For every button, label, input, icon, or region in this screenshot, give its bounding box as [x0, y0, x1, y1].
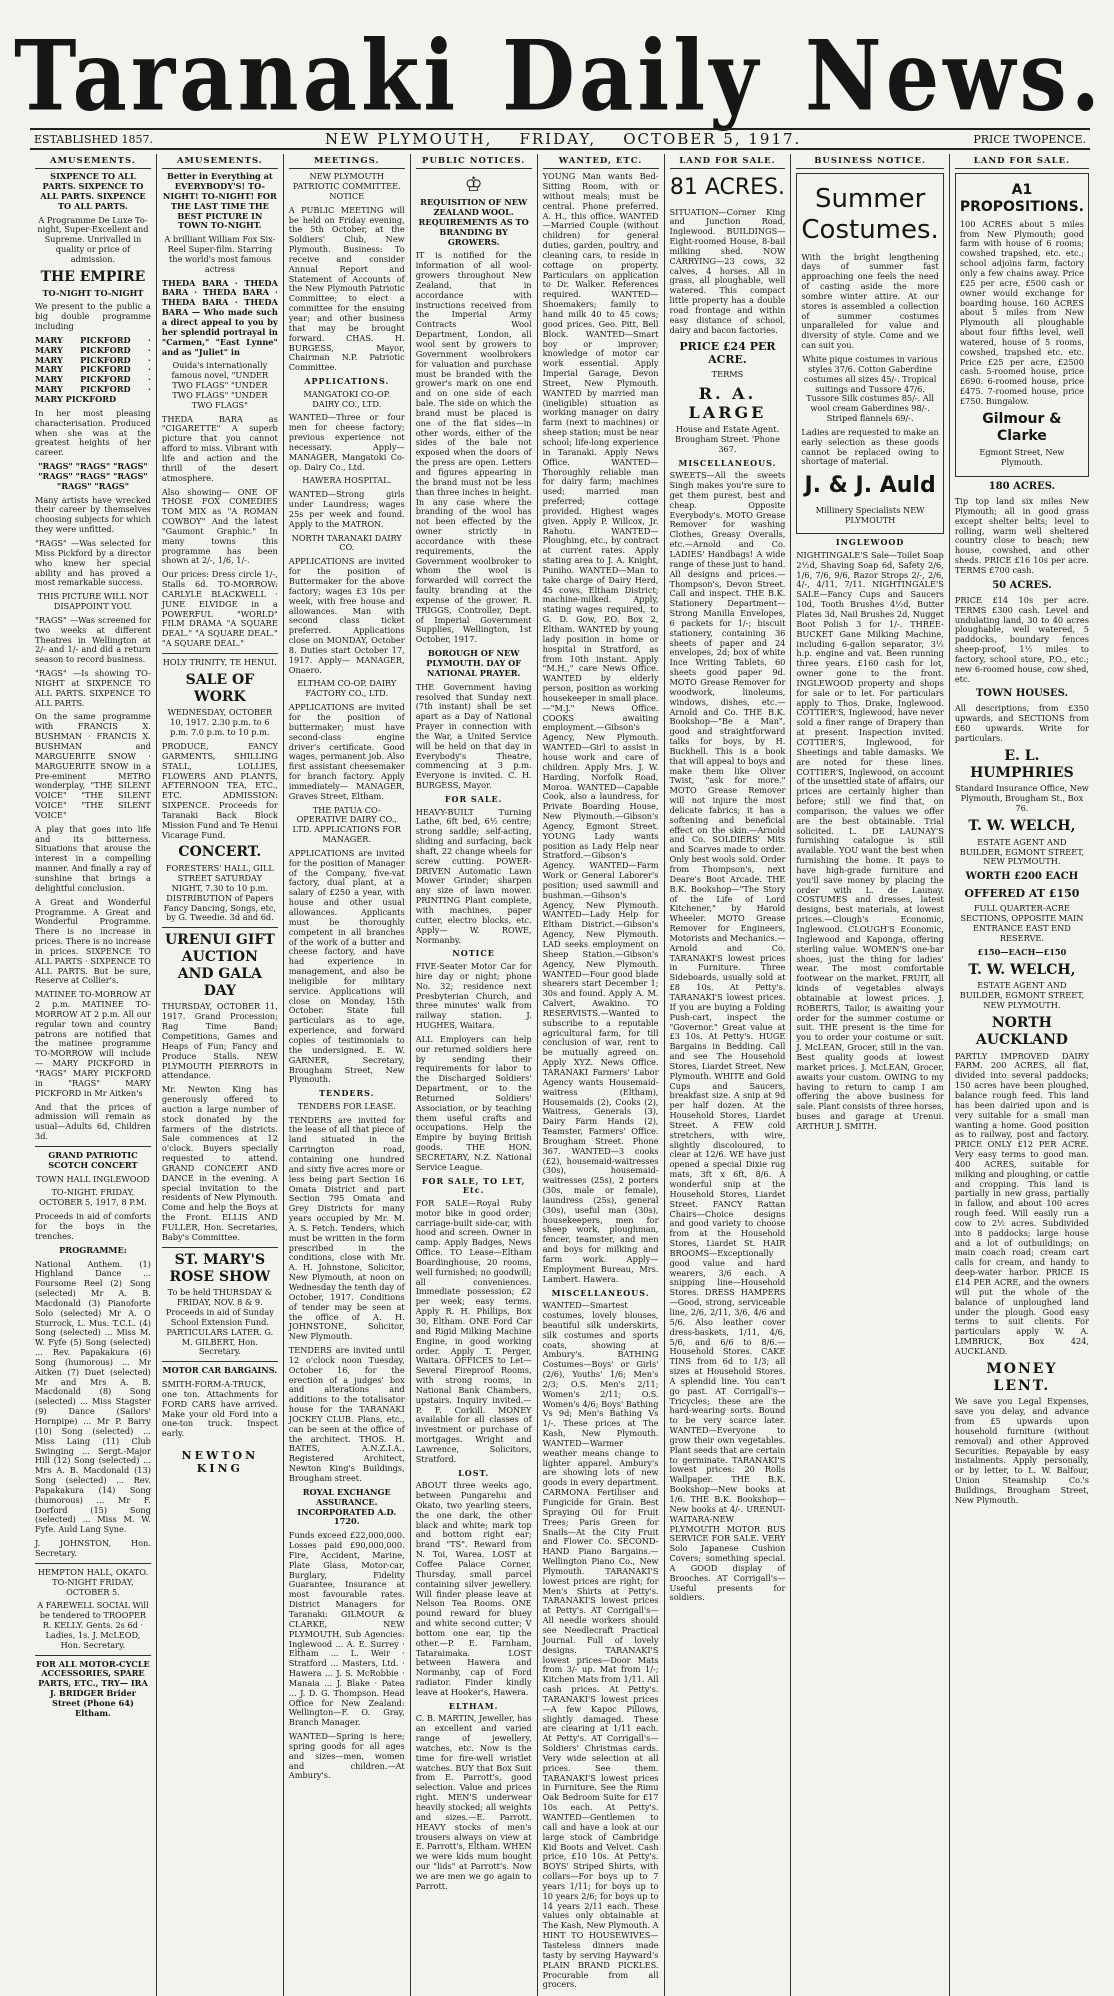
summer-ladies: Ladies are requested to make an early selection as these goods cannot be replaced owing to shortage of material. [801, 426, 939, 467]
forsale-let-heading: FOR SALE, TO LET, Etc. [421, 1175, 526, 1196]
employers-text: ALL Employers can help our returned soldiers here by sending their requirements for labor to the Discharged Soldiers' Department, or to the Returned Soldiers' Association, or by teaching them useful crafts and occupations. Help the Empire by buying British goods. THE HON. SECRETARY, N.Z. National Service League. [415, 1033, 532, 1172]
column-heading: PUBLIC NOTICES. [416, 156, 532, 169]
royal-exchange-heading: ROYAL EXCHANGE ASSURANCE. INCORPORATED A.D. 1720. [297, 1486, 397, 1527]
rose-show-heading: ST. MARY'S ROSE SHOW [169, 1251, 271, 1285]
theda-bara: THEDA BARA · THEDA BARA · THEDA BARA · THEDA BARA · THEDA BARA — Who made such a direct appeal to you by her splendid portrayal in "Carmen," "East Lynne" and as "Juliet" in [161, 277, 278, 357]
concert-hall: TOWN HALL INGLEWOOD [36, 1173, 150, 1184]
summer-title: Summer Costumes. [801, 184, 939, 246]
column-heading: AMUSEMENTS. [162, 156, 278, 169]
hawera-text: WANTED—Strong girls under Laundress; wages 25s per week and found. Apply to the MATRON. [288, 489, 405, 529]
patua-heading: THE PATUA CO-OPERATIVE DAIRY CO., LTD. APPLICATIONS FOR MANAGER. [292, 804, 401, 845]
divider [35, 1563, 151, 1564]
note-3: THIS PICTURE WILL NOT DISAPPOINT YOU. [37, 591, 149, 612]
forsale-heading: FOR SALE. [444, 793, 503, 804]
mangatoki-text: WANTED—Three or four men for cheese factory; previous experience not necessary. Apply— MANAGER, Mangatoki Co-op. Dairy Co., Ltd. [288, 412, 405, 472]
spring-text: WANTED—Spring is here; spring goods for all ages and sizes—men, women and children.—At Ambury's. [288, 1731, 405, 1781]
sale-of-work: SALE OF WORK [185, 671, 255, 705]
masthead-word3: News. [804, 18, 1104, 133]
concert-info: FORESTERS' HALL, GILL STREET SATURDAY NIGHT, 7.30 to 10 p.m. DISTRIBUTION of Papers Fancy Dancing, Songs, etc, by G. Tweedie. 3d and 6d. [163, 863, 277, 923]
trinity-heading: HOLY TRINITY, TE HENUI. [162, 657, 277, 667]
welch-info: ESTATE AGENT AND BUILDER, EGMONT STREET, NEW PLYMOUTH. [959, 836, 1085, 867]
agent-name: R. A. LARGE [688, 383, 767, 422]
note-2: "RAGS" —Was selected for Miss Pickford by a director who knew her special ability and has proved a most remarkable success. [35, 537, 151, 588]
lost-text: ABOUT three weeks ago, between Pungarehu and Okato, two yearling steers, the one dark, the other black and white; mark top and bottom right ear; brand "TS". Reward from N. Toi, Warea. LOST at Coffee Palace Corner, Thursday, small parcel containing silver jewellery. Will finder please leave at Nelson Tea Rooms. ONE pound reward for bluey and white second cutter; V bottom one ear, tip the other.—P. E. Farnham, Tataraimaka. LOST between Hawera and Normanby, cap of Ford radiator. Finder kindly leave at Hooker's, Hawera. [415, 1480, 532, 1697]
wool-title: REQUISITION OF NEW ZEALAND WOOL. REQUIREMENTS AS TO BRANDING BY GROWERS. [418, 197, 529, 247]
column-heading: AMUSEMENTS. [35, 156, 151, 169]
concert-when: TO-NIGHT. FRIDAY, OCTOBER 5, 1917, 8 P.M. [39, 1187, 147, 1208]
motor-info: SMITH-FORM-A-TRUCK, one ton. Attachments for FORD CARS have arrived. Make your old Ford into a one-ton truck. Inspect early. [161, 1379, 278, 1439]
eltham-heading: ELTHAM. [448, 1700, 499, 1711]
mangatoki-heading: MANGATOKI CO-OP. DAIRY CO., LTD. [303, 388, 391, 409]
tonight-banner: TO-NIGHT TO-NIGHT [42, 287, 144, 298]
farewell-social: A FAREWELL SOCIAL Will be tendered to TROOPER R. KELLY. Gents. 2s 6d · Ladies, 1s. J. McLEOD, Hon. Secretary. [37, 1600, 149, 1650]
masthead [14, 18, 1104, 133]
column-heading: BUSINESS NOTICE. [796, 156, 943, 169]
agent-info: House and Estate Agent. Brougham Street. 'Phone 367. [674, 424, 780, 454]
crown-icon: ♔ [464, 172, 483, 197]
misc-heading: MISCELLANEOUS. [551, 1287, 650, 1298]
applications-heading: APPLICATIONS. [304, 376, 390, 387]
prices-notice: SIXPENCE TO ALL PARTS. SIXPENCE TO ALL PARTS. SIXPENCE TO ALL PARTS. [40, 171, 146, 211]
divider [35, 1655, 151, 1656]
masthead-word2: Daily [502, 18, 763, 133]
cigarette-text: THEDA BARA as "CIGARETTE" A superb picture that you cannot afford to miss. Vibrant with life and action and the thrill of the desert atmosphere. [161, 413, 278, 483]
terms: TERMS [711, 368, 744, 379]
offered-at: OFFERED AT £150 [964, 887, 1080, 901]
newton-king: NEWTON KING [181, 1449, 259, 1476]
accessories-ad: FOR ALL MOTOR-CYCLE ACCESSORIES, SPARE PARTS, ETC., TRY— IRA J. BRIDGER Brider Street (Phone 64) Eltham. [36, 1658, 150, 1718]
auld-name: J. & J. Auld [804, 473, 936, 499]
acre-price: PRICE £24 PER ACRE. [679, 339, 776, 366]
column-public-notices [411, 154, 538, 1996]
divider [162, 653, 278, 654]
film-title: "RAGS" "RAGS" "RAGS" "RAGS" "RAGS" "RAGS" "RAGS" "RAGS" [38, 461, 148, 491]
acres-heading: 81 ACRES. [669, 175, 786, 201]
welch-name-2: T. W. WELCH, [968, 961, 1076, 978]
masthead-word1: Taranaki [14, 18, 460, 133]
note-6: A play that goes into life and its bitterness. Situations that arouse the interest in a compelling manner. And finally a ray of sunshine that brings a delightful conclusion. [35, 823, 151, 893]
misc-text: SWEETS—All the sweets Singh makes you're sure to get them purest, best and cheap. Opposite Everybody's. MOTO Grease Remover for washing Clothes, Greasy Overalls, etc.—Arnold and Co. LADIES' Handbags! A wide range of these just to hand. All designs and prices.—Thompson's, Devon Street. Call and inspect. THE B.K. Stationery Department—Strong Manilla Envelopes, 6 packets for 1/-; biscuit stationery, containing 36 sheets of paper and 24 envelopes, 2d; box of white Ince Writing Tablets, 60 sheets good paper 9d. MOTO Grease Remover for woodwork, linoleums, windows, dishes, etc.—Arnold and Co. THE B.K. Bookshop—"Be a Man", good and straightforward talks for boys, by H. Buckhell. This is a book that will appeal to boys and make them like Oliver Twist, "ask for more." MOTO Grease Remover will not injure the most delicate fabrics; it has a softening and beneficial effect on the skin.—Arnold and Co. SOLDIERS' Mits and Scarves made to order. Only best wools sold. Order from Thompson's, next Deare's Boot Arcade. THE B.K. Bookshop—"The Story of the Life of Lord Kitchener," by Harold Wheeler. MOTO Grease Remover for Engineers, Motorists and Mechanics.—Arnold and Co. TARANAKI'S lowest prices in Furniture. Three Sideboards, usually sold at £8 10s. At Petty's. TARANAKI'S lowest prices. If you are buying a Folding Push-cart, inspect the "Governor." Great value at £3 10s. At Petty's. HUGE Bargains in Bedding. Call and see The Household Stores, Liardet Street, New Plymouth. WHITE and Gold Cups and Saucers, breakfast size. A snip at 9d per half dozen. At the Household Stores, Liardet Street. A FEW cold stretchers, with wire, slightly discoloured, to clear at 12/6. WE have just opened a special Dixie rug mats, 3ft x 6ft, 8/6. A wonderful snip at the Household Stores, Liardet Street. FANCY Rattan Chairs—Choice designs and good variety to choose from at the Household Stores, Liardet St. HAIR BROOMS—Exceptionally good value and hard wearers, 3/6 each. A snipping line—Household Stores. DRESS HAMPERS—Good, strong, serviceable line, 2/6, 2/11, 3/6, 4/6 and 5/6. Also leather cover dress-baskets, 1/11, 4/6, 5/6, and 6/6 to 8/6.—Household Stores. CAKE TINS from 6d to 1/3; all sizes at Household Stores. A splendid line. You can't go past. AT Corrigall's—Tricycles; these are the hard-wearing sorts. Bound to be very scarce later. WANTED—Everyone to grow their own vegetables. Plant seeds that are certain to germinate. TARANAKI'S lowest prices: 20 Rolls Wallpaper. THE B.K. Bookshop—New books at 1/6. THE B.K. Bookshop—New books at 4/-. URENUI-WAITARA-NEW PLYMOUTH MOTOR BUS SERVICE FOR SALE. VERY Solo Japanese Cushion Covers; something special. A GOOD display of Brooches. AT Corrigall's—Useful presents for soldiers. [669, 470, 786, 1603]
forsale-let-text: FOR SALE—Royal Ruby motor bike in good order; carriage-built side-car, with hood and screen. Owner in camp. Apply Badges, News Office. TO Lease—Eltham Boardinghouse, 20 rooms, well furnished; no goodwill; all conveniences. Immediate possession; £2 per week; easy terms. Apply R. H. Phillips, Box 30, Eltham. ONE Ford Car and Rigid Milking Machine Engine, in good working order. Apply T. Perger, Waitara. OFFICES to Let—Several Fireproof Rooms, with strong rooms, in National Bank Chambers, upstairs. Inquiry invited.—P. F. Corkill. MONEY available for all classes of investment or purchase of mortgages. Wright and Lawrence, Solicitors, Stratford. [415, 1197, 532, 1464]
wanted-text: YOUNG Man wants Bed-Sitting Room, with or without meals; must be central. Phone preferred. A. H., this office. WANTED—Married Couple (without children) for general duties, garden, poultry, and cleaning cars, to reside in cottage on property. Particulars on application to Dr. Walker. References required. WANTED—Shoemakers; family to hand milk 40 to 45 cows; good prices. Geo. Pitt, Bell Block. WANTED—Smart boy or improver; knowledge of motor car work essential. Apply Imperial Garage, Devon Street, New Plymouth. WANTED by married man (ineligible) situation as working manager on dairy farm (next to machines) or sheep station; must be near school; life-long experience in Taranaki. Apply News Office. WANTED—Thoroughly reliable man for dairy farm; machines used; married man preferred; cottage provided. Highest wages given. Apply P. Willcox, Jr. Rahotu. WANTED—Ploughing, etc., by contract at current rates. Apply stating area to J. A. Knight, Puniho. WANTED—Man to take charge of Dairy Herd, 45 cows, Eltham District; machine-milked. Apply, stating wages required, to G. D. Gow, P.O. Box 2, Eltham. WANTED by young lady position in home or hospital in Stratford, as from 10th instant. Apply "M.H.," care News Office. WANTED by elderly person, position as working housekeeper in small place.—"M.J." News Office. COOKS awaiting employment.—Gibson's Agency, New Plymouth. WANTED—Girl to assist in house work and care of children. Apply Mrs. J. W. Harding, Norfolk Road, Moroa. WANTED—Capable Cook, also a laundress, for Private Boarding House, New Plymouth.—Gibson's Agency, Egmont Street. YOUNG Lady wants position as Lady Help near Stratford.—Gibson's Agency. WANTED—Farm Work or General Laborer's position; used sawmill and bushman.—Gibson's Agency, New Plymouth. WANTED—Lady Help for Eltham District.—Gibson's Agency, New Plymouth. LAD seeks employment on Sheep Station.—Gibson's Agency, New Plymouth. WANTED—Four good blade shearers start December 1; 30s and found. Apply A. M. Calvert, Awakino. TO RESERVISTS.—Wanted to subscribe to a reputable agricultural farm, for till conclusion of war, rent to be mutually agreed on. Apply XYZ. News Office. TARANAKI Farmers' Labor Agency wants Housemaid-waitress (Eltham), Housemaids (2), Cooks (2), Waitress, Generals (3), Dairy Farm Hands (2), Teamster, Farmers' Office. Brougham Street. Phone 367. WANTED—3 cooks (£2), housemaid-waitresses (30s), housemaid-waitresses (25s), 2 porters (30s, male or female), laundress (25s), general (30s), useful man (30s), housekeepers, men for sheep work, ploughman, fencer, teamster, and men and boys for milking and farm work. Apply— Employment Bureau, Mrs. Lambert. Hawera. [542, 171, 659, 1284]
sale-when: WEDNESDAY, OCTOBER 10, 1917. 2.30 p.m. to 6 p.m. 7.0 p.m. to 10 p.m. [167, 707, 273, 738]
summer-text: With the bright lengthening days of summer fast approaching one feels the need of casting aside the more sombre winter attire. At our stores is assembled a collection of summer costumes unparalleled for value and diversity of style. Come and we can suit you. [801, 251, 939, 351]
column-amusements-2 [157, 154, 284, 1996]
acres-180: 180 ACRES. [988, 481, 1056, 493]
urenui-heading: URENUI GIFT AUCTION AND GALA DAY [164, 932, 275, 999]
note-1: Many artists have wrecked their career by themselves choosing subjects for which they were unfitted. [35, 494, 151, 535]
star-note: In her most pleasing characterisation. Produced when she was at the greatest heights of her career. [35, 407, 151, 458]
lease-heading: TENDERS FOR LEASE. [297, 1100, 396, 1111]
patua-text: APPLICATIONS are invited for the position of Manager of the Company, five-vat factory, dual plant, at a salary of £250 a year, with house and other usual allowances. Applicants must be thoroughly competent in all branches of the work of a butter and cheese factory, and have had experience in management, and also be ineligible for military service. Applications will close on Monday, 15th October. State full particulars as to age, experience, and forward copies of testimonials to the undersigned. E. W. GARNER, Secretary, Brougham Street, New Plymouth. [288, 847, 405, 1085]
divider [35, 1146, 151, 1147]
divider [162, 1247, 278, 1248]
comedies-text: Also showing— ONE OF THOSE FOX COMEDIES TOM MIX as "A ROMAN COWBOY" And the latest "Gaumont Graphic." In many towns this programme has been shown at 2/-, 1/6, 1/-. [161, 486, 278, 566]
column-business [791, 154, 949, 1996]
lost-heading: LOST. [458, 1467, 490, 1478]
town-houses: TOWN HOUSES. [975, 688, 1068, 700]
rose-show-info: To be held THURSDAY & FRIDAY, NOV. 8 & 9. Proceeds in aid of Sunday School Extension Fund. PARTICULARS LATER. G. M. GILBERT, Hon. Secretary. [165, 1287, 274, 1357]
misc-text: WANTED—Smartest costumes, lovely blouses, beautiful silk underskirts, silk costumes and sports coats, showing at Ambury's. BATHING Costumes—Boys' or Girls' (2/6), Youths' 1/6; Men's 2/3; O.S. Men's 2/11; Women's 2/11; O.S. Women's 4/6; Boys' Bathing Vs 9d; Men's Bathing Vs 1/-. These prices at The Kash, New Plymouth. WANTED—Warmer weather means change to lighter apparel. Ambury's are showing lots of new goods in every department. CARMONA Fertiliser and Fungicide for Grain. Best Spraying Oil for Fruit Trees; Paris Green for Snails—At the City Fruit and Flower Co. SECOND-HAND Piano Bargains.—Wellington Piano Co., New Plymouth. TARANAKI'S lowest prices are right; for Men's Shirts at Petty's. TARANAKI'S lowest prices at Petty's. AT Corrigall's—All needle workers should see Needlecraft Practical Journal. Full of lovely designs. TARANAKI'S lowest prices—Door Mats from 3/- up. Mat from 1/-; Kitchen Mats from 1/11. All cash prices. At Petty's. TARANAKI'S lowest prices—A few Kapoc Pillows, slightly damaged. These are clearing at 1/11 each. At Petty's. AT Corrigall's—Soldiers' Christmas cards. Very wide selection at all prices. See them. TARANAKI'S lowest prices in Furniture. See the Rimu Oak Bedroom Suite for £17 10s each. At Petty's. WANTED—Gentlemen to call and have a look at our large stock of Cambridge Kid Boots and Velvet. Cash price, £10 10s. At Petty's. BOYS' Striped Shirts, with collars—For boys up to 7 years 1/11; for boys up to 10 years 2/6; for boys up to 14 years 2/11 each. These values only obtainable at The Kash, New Plymouth. A HINT TO HOUSEWIVES—Tasteless dinners made tasty by serving Hayward's PLAIN BRAND PICKLES. Procurable from all grocers. [542, 1300, 659, 1990]
urenui-info: THURSDAY, OCTOBER 11, 1917. Grand Procession; Rag Time Band; Competitions, Games and Heaps of Fun; Fancy and Produce Stalls. NEW PLYMOUTH PIERROTS in attendance. [161, 1001, 278, 1081]
column-land-sale [665, 154, 792, 1996]
programme-secretary: J. JOHNSTON, Hon. Secretary. [35, 1538, 151, 1558]
town-houses-text: All descriptions, from £350 upwards, and SECTIONS from £60 upwards. Write for particulars. [954, 703, 1089, 743]
acres-180-text: Tip top land six miles New Plymouth; all in good grass except shelter belts; level to rolling, warm well sheltered country close to beach; new house, cowshed, and other sheds. PRICE £16 10s per acre. TERMS £700 cash. [954, 496, 1089, 575]
theatre-name: THE EMPIRE [40, 268, 146, 285]
columns [30, 154, 1094, 1990]
second-bill: On the same programme with FRANCIS X. BUSHMAN · FRANCIS X. BUSHMAN and MARGUERITE SNOW · MARGUERITE SNOW in a Pre-eminent METRO wonderplay, "THE SILENT VOICE" "THE SILENT VOICE" "THE SILENT VOICE" [35, 711, 151, 820]
note-5: "RAGS" —Is showing TO-NIGHT at SIXPENCE TO ALL PARTS. SIXPENCE TO ALL PARTS. [35, 668, 151, 708]
welch-name: T. W. WELCH, [968, 817, 1076, 834]
borough-text: THE Government having resolved that Sunday next (7th instant) shall be set apart as a Day of National Prayer in connection with the War, a United Service will be held on that day in Everybody's Theatre, commencing at 3 p.m. Everyone is invited. C. H. BURGESS, Mayor. [415, 681, 532, 791]
everybodys-ad: Better in Everything at EVERYBODY'S! TO-NIGHT! TO-NIGHT! FOR THE LAST TIME THE BEST PICTURE IN TOWN TO-NIGHT. [162, 171, 277, 231]
note-8: MATINEE TO-MORROW AT 2 p.m. MATINEE TO-MORROW AT 2 p.m. All our regular town and country patrons are notified that the matinee programme TO-MORROW will include— MARY PICKFORD in "RAGS" MARY PICKFORD in "RAGS" MARY PICKFORD in Mr Aitken's [35, 989, 151, 1098]
column-heading: LAND FOR SALE. [670, 156, 786, 169]
a1-text: 100 ACRES about 5 miles from New Plymouth; good farm with house of 6 rooms; cowshed trapshed, etc. etc.; school adjoins farm, factory only a few chains away. Price £25 per acre, £500 cash or owner would exchange for boarding house. 160 ACRES about 5 miles from New Plymouth all ploughable about four fifths level, well watered, house of 5 rooms, cowshed, trapshed etc. etc. Price £25 per acre, £2500 cash. 5-roomed house, price £690. 6-roomed house, price £475. 7-roomed house, price £750. Bungalow. [959, 218, 1084, 406]
summer-costumes-ad [796, 173, 943, 534]
inglewood-text: NIGHTINGALE'S Sale—Toilet Soap 2½d, Shaving Soap 6d, Safety 2/6, 1/6, 7/6, 9/6, Razor Strops 2/-, 2/6, 4/-, 4/11, 7/11. NIGHTINGALE'S SALE—Fancy Cups and Saucers 10d, Tooth Brushes 4½d, Butter Plates 3d, Nail Brushes 2d, Nugget Boot Polish 3 for 1/-. THREE-BUCKET Gane Milking Machine, including 6-gallon separator, 3½ h.p. engine and vat. Been running three years. £160 cash for lot, owner gone to the front. INGLEWOOD property and shops for sale or to let. For particulars apply to Thos. Drake, Inglewood. COTTIER'S, Inglewood, have never sold a finer range of Drapery than at present. Inspection invited. COTTIER'S, Inglewood, for Sheetings and table damasks. We are noted for these lines. COTTIER'S, Inglewood, on account of the unsettled state of affairs, our prices are certainly higher than before; still we find that, on comparison, the values we offer are the best obtainable. Trial solicited. L. DE LAUNAY'S furnishing catalogue is still available. YOU want the best when furnishing the home. It pays to have high-grade furniture and you'll save money by placing the order with L. de Launay. COSTUMES and dresses, latest designs, best materials, at lowest prices.—Clough's Economic, Inglewood. CLOUGH'S Economic, Inglewood and Kaponga, offering sterling value. WOMEN'S one-bar shoes, just the thing for ladies' wear. The most comfortable footwear on the market. FRUIT, all kinds of vegetables always obtainable at lowest prices. J. ROBERTS, Tailor, is awaiting your order for the summer costume or suit. THE present is the time for you to order your costume or suit. J. McLEAN, Grocer, still in the van. Best quality goods at lowest market prices. J. McLEAN, Grocer, awaits your custom. OWING to my having to return to camp I am offering the above business for sale. Plant consists of three horses, buses and garage at Urenui. ARTHUR J. SMITH. [796, 549, 944, 1131]
eltham-text: C. B. MARTIN, Jeweller, has an excellent and varied range of jewellery, watches, etc. Now is the time for fire-well wristlet watches. BUY that Box Suit from E. Parrott's, good selection. Value and prices right. MEN'S underwear heavily stocked; all weights and sizes.—E. Parrott. HEAVY stocks of men's trousers always on view at E. Parrott's, Eltham. WHEN we were kids mum bought our "lids" at Parrott's. Now we are men we go again to Parrott. [415, 1713, 532, 1891]
column-heading: WANTED, ETC. [543, 156, 659, 169]
notice-text: FIVE-Seater Motor Car for hire day or night; phone No. 32; residence next Presbyterian Church, and three minutes' walk from railway station. J. HUGHES, Waitara. [415, 960, 532, 1031]
concert-title: GRAND PATRIOTIC SCOTCH CONCERT [48, 1149, 138, 1170]
each-price: £150—EACH—£150 [977, 946, 1067, 957]
money-lent-text: We save you Legal Expenses, save you delay, and advance from £5 upwards upon household furniture (without removal) and other Approved Securities. Repayable by easy instalments. Apply personally, or by letter, to L. W. Balfour, Union Steamship Co.'s Buildings, Brougham Street, New Plymouth. [954, 1396, 1089, 1505]
issue-date: NEW PLYMOUTH, FRIDAY, OCTOBER 5, 1917. [324, 130, 802, 148]
column-wanted [538, 154, 665, 1996]
humphries-name: E. L. HUMPHRIES [970, 747, 1074, 781]
royal-exchange-text: Funds exceed £22,000,000. Losses paid £90,000,000. Fire, Accident, Marine, Plate Glass, Motor-car, Burglary, Fidelity Guarantee, Insurance at most favourable rates. District Managers for Taranaki: GILMOUR & CLARKE, NEW PLYMOUTH. Sub Agencies: Inglewood ... A. E. Surrey · Eltham ... L. Weir · Stratford ... Masters, Ltd. · Hawera ... J. S. McRobbie · Manaia ... J. Blake · Patea ... J. D. G. Thompson. Head Office for New Zealand: Wellington—F. O. Gray, Branch Manager. [288, 1530, 405, 1728]
ouida-text: Ouida's internationally famous novel, "UNDER TWO FLAGS" "UNDER TWO FLAGS" "UNDER TWO FLAGS" [171, 360, 269, 410]
dateline [30, 128, 1090, 150]
welch-info-2: ESTATE AGENT AND BUILDER, EGMONT STREET, NEW PLYMOUTH. [959, 980, 1085, 1011]
summer-prices: White pique costumes in various styles 37/6. Cotton Gaberdine costumes all sizes 45/-. Tropical suitings and Tussore 47/6. Tussore Silk costumes 85/-. All wool cream Gaberdines 98/-. Striped flannels 69/-. [802, 354, 938, 424]
eltham-dairy-text: APPLICATIONS are invited for the position of buttermaker; must have second-class engine driver's certificate. Good wages, permanent job. Also first assistant cheesemaker for branch factory. Apply immediately— MANAGER, Graves Street, Eltham. [288, 702, 405, 801]
column-land-sale-2 [950, 154, 1094, 1996]
programme-text: A Programme De Luxe To-night, Super-Excellent and Supreme. Unrivalled in quality or price of admission. [37, 214, 149, 264]
note-4: "RAGS" —Was screened for two weeks at different Theatres in Wellington at 2/- and 1/- and did a return season to record business. [35, 614, 151, 665]
a1-propositions-ad [955, 173, 1089, 477]
offered-text: FULL QUARTER-ACRE SECTIONS, OPPOSITE MAIN ENTRANCE EAST END RESERVE. [960, 903, 1084, 943]
divider [162, 927, 278, 928]
present-text: We present to the public a big double programme including [35, 301, 151, 332]
hawera-heading: HAWERA HOSPITAL. [302, 475, 392, 486]
wool-text: IT is notified for the information of all wool-growers throughout New Zealand, that in accordance with instructions received from the Imperial Army Contracts Wool Department, London, all wool sent by growers to Government woolbrokers for valuation and purchase must be branded with the grower's mark on one end and on one side of each bale. The side on which the brand must be placed is one of the flat sides—in other words, either of the sides of the bale not exposed when the doors of the press are open. Letters and figures appearing in the brand must not be less than three inches in height. In any case where the branding of the wool has not been effected by the owner strictly in accordance with these requirements, the Government woolbroker to whom the wool is forwarded will correct the faulty branding at the expense of the grower. R. TRIGGS, Controller, Dept. of Imperial Government Supplies, Wellington, 1st October, 1917. [415, 250, 532, 645]
gilmour-clarke-info: Egmont Street, New Plymouth. [979, 447, 1065, 468]
patriotic-heading: NEW PLYMOUTH PATRIOTIC COMMITTEE. NOTICE [292, 171, 401, 201]
programme-heading: PROGRAMME: [59, 1244, 127, 1255]
column-amusements-1 [30, 154, 157, 1996]
note-9: And that the prices of admission will remain as usual—Adults 6d, Children 3d. [35, 1101, 151, 1142]
note-7: A Great and Wonderful Programme. A Great and Wonderful Programme. There is no increase in prices. There is no increase in prices. SIXPENCE TO ALL PARTS · SIXPENCE TO ALL PARTS. But be sure, Reserve at Collier's. [35, 896, 151, 986]
patriotic-text: A PUBLIC MEETING will be held on Friday evening, the 5th October, at the Soldiers' Club, New Plymouth. Business: To receive and consider Annual Report and Statement of Accounts of the New Plymouth Patriotic Committee; to elect a committee for the ensuing year; and other business that may be brought forward. CHAS. H. BURGESS, Mayor, Chairman N.P. Patriotic Committee. [288, 204, 405, 373]
starring-text: A brilliant William Fox Six-Reel Super-film. Starring the world's most famous actress [164, 234, 276, 274]
okato-notice: HEMPTON HALL, OKATO. TO-NIGHT FRIDAY, OCTOBER 5. [37, 1566, 149, 1597]
ntdc-text: APPLICATIONS are invited for the position of Buttermaker for the above factory; wages £3 10s per week, with free house and allowances. Man with second class ticket preferred. Applications close on MONDAY, October 8. Duties start October 17, 1917. Apply— MANAGER, Onaero. [288, 556, 405, 675]
humphries-info: Standard Insurance Office, New Plymouth, Brougham St., Box 76. [954, 783, 1089, 814]
column-heading: MEETINGS. [289, 156, 405, 169]
concert-note: Proceeds in aid of comforts for the boys in the trenches. [35, 1211, 151, 1241]
notice-heading: NOTICE [452, 948, 495, 959]
divider [162, 1361, 278, 1362]
programme-list: National Anthem. (1) Highland Dance ... Foursome Reel (2) Song (selected) Mr A. B. Macdonald (3) Pianoforte Solo (selected) Mr A. O Sturrock, L. Mus. T.C.L. (4) Song (selected) ... Miss M. W. Fyfe (5) Song (selected) ... Rev. Papakakura (6) Song (humorous) ... Mr Aitken (7) Duet (selected) Mr and Mrs A. B. Macdonald (8) Song (selected) ... Miss Stagster (9) Dance (Sailors' Hornpipe) ... Mr P. Barry (10) Song (selected) ... Miss Laing (11) Club Swinging ... Sergt.-Major Hill (12) Song (selected) ... Mrs A. B. Macdonald (13) Song (selected) ... Rev. Papakakura (14) Song (humorous) ... Mr F. Dorford (15) Song (selected) ... Miss M. W. Fyfe. Auld Lang Syne. [35, 1258, 151, 1535]
north-auckland: NORTH AUCKLAND [975, 1015, 1068, 1048]
urenui-note: Mr. Newton King has generously offered to auction a large number of stock donated by the farmers of the districts. Sale commences at 12 o'clock. Buyers specially requested to attend. GRAND CONCERT AND DANCE in the evening. A special invitation to the residents of New Plymouth. Come and help the Boys at the Front. ELLIS AND FULLER, Hon. Secretaries, Baby's Committee. [161, 1084, 278, 1242]
tenders-2-text: TENDERS are invited until 12 o'clock noon Tuesday, October 16, for the erection of a judges' box and alterations and additions to the totalisator house for the TARANAKI JOCKEY CLUB. Plans, etc., can be seen at the office of the architect. THOS. H. BATES, A.N.Z.I.A., Registered Architect, Newton King's Buildings, Brougham street. [288, 1345, 405, 1483]
borough-heading: BOROUGH OF NEW PLYMOUTH. DAY OF NATIONAL PRAYER. [426, 648, 522, 678]
money-lent: MONEY LENT. [986, 1360, 1058, 1394]
auld-info: Millinery Specialists NEW PLYMOUTH [815, 504, 925, 525]
established: ESTABLISHED 1857. [34, 132, 153, 146]
gilmour-clarke: Gilmour & Clarke [982, 410, 1062, 444]
price: PRICE TWOPENCE. [973, 132, 1086, 146]
ntdc-heading: NORTH TARANAKI DAIRY CO. [291, 532, 402, 553]
column-heading: LAND FOR SALE. [955, 156, 1089, 169]
star-names: MARY PICKFORD · MARY PICKFORD · MARY PICKFORD · MARY PICKFORD · MARY PICKFORD · MARY PICKFORD · MARY PICKFORD [35, 334, 151, 405]
misc-heading: MISCELLANEOUS. [678, 457, 777, 468]
eltham-dairy-heading: ELTHAM CO-OP. DAIRY FACTORY CO., LTD. [297, 678, 397, 699]
concert-heading: CONCERT. [178, 844, 262, 861]
sale-items: PRODUCE, FANCY GARMENTS, SHILLING STALL, LOLLIES, FLOWERS AND PLANTS, AFTERNOON TEA, ETC., ETC. ADMISSION: SIXPENCE. Proceeds for Taranaki Back Block Mission Fund and Te Henui Vicarage Fund. [161, 740, 278, 840]
lease-text: TENDERS are invited for the lease of all that piece of land situated in the Carrington road, containing one hundred and sixty five acres more or less being part Section 16 Omata District and part Section 795 Omata and Grey Districts for many years occupied by Mr. M. A. S. Fetch. Tenders, which must be written in the form prescribed in the conditions, close with Mr. A. H. Johnstone, Solicitor, New Plymouth, at noon on Wednesday the tenth day of October, 1917. Conditions of tender may be seen at the office of A. H. JOHNSTONE, Solicitor, New Plymouth. [288, 1114, 405, 1342]
motor-bargains: MOTOR CAR BARGAINS. [162, 1365, 278, 1376]
inglewood-heading: INGLEWOOD [835, 537, 905, 548]
forsale-text: HEAVY-BUILT Turning Lathe, 6ft bed, 6½ centre; strong saddle; self-acting, sliding and surfacing, back shaft, 22 change wheels for screw cutting. POWER-DRIVEN Automatic Lawn Mower Grinder; sharpen any size of lawn mower. PRINTING Plant complete, with machines, paper cutter, electro blocks, etc. Apply— W. ROWE, Normanby. [415, 806, 532, 945]
north-auckland-text: PARTLY IMPROVED DAIRY FARM. 200 ACRES, all flat, divided into several paddocks; 150 acres have been ploughed, balance rough feed. This land has been dairied upon and is very suitable for a small man wanting a home. Good position as to railway, post and factory. PRICE ONLY £12 PER ACRE. Very easy terms to good man. 400 ACRES, suitable for milking and ploughing, or cattle and cropping. This land is partially in new grass, partially in fallow, and about 100 acres rough feed. Will easily run a cow to 2½ acres. Subdivided into 8 paddocks; large house and a lot of outbuildings; on main coach road; cream cart calls for cream, and handy to deep-water harbor. PRICE IS £14 PER ACRE, and the owners will put the whole of the balance of unploughed land under the plough. Good easy terms to suit clients. For particulars apply W. A. LIMBRICK, Box 424, AUCKLAND. [954, 1050, 1089, 1356]
acres-text: SITUATION—Corner King and Junction Road, Inglewood. BUILDINGS—Eight-roomed House, 8-bail milking shed. NOW CARRYING—23 cows, 32 calves, 4 horses. All in grass, all ploughable, well watered. This compact little property has a double road frontage and within easy distance of school, dairy and bacon factories. [669, 206, 786, 335]
column-meetings [284, 154, 411, 1996]
worth-each: WORTH £200 EACH [965, 871, 1079, 883]
tenders-heading: TENDERS. [319, 1088, 375, 1099]
a1-title: A1 PROPOSITIONS. [959, 182, 1084, 215]
acres-50-text: PRICE £14 10s per acre. TERMS £300 cash. Level and undulating land, 30 to 40 acres ploughable, well watered, 5 paddocks, boundary fences sheep-proof, 1½ miles to factory, school store, P.O., etc.; new 6-roomed house, cow shed, etc. [954, 594, 1089, 684]
acres-50: 50 ACRES. [992, 579, 1052, 591]
prices-text: Our prices: Dress circle 1/-, Stalls 6d. TO-MORROW: CARLYLE BLACKWELL · JUNE ELVIDGE in a POWERFUL "WORLD" FILM DRAMA "A SQUARE DEAL." "A SQUARE DEAL." "A SQUARE DEAL." [161, 569, 278, 649]
